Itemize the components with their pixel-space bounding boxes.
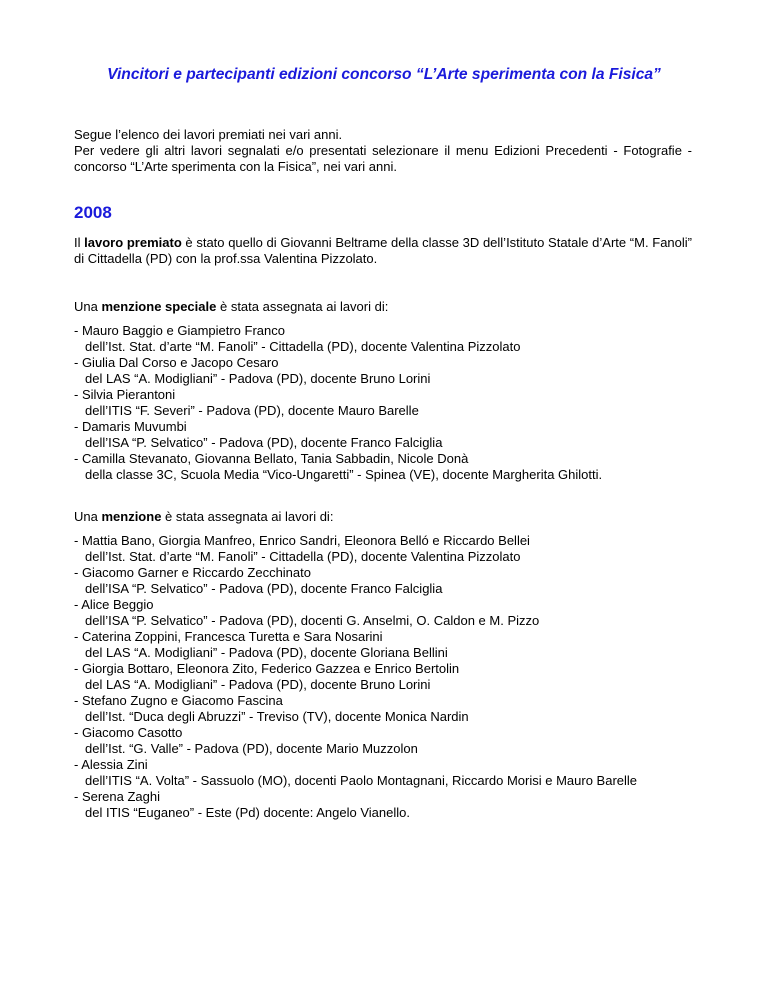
item-names: - Stefano Zugno e Giacomo Fascina (74, 693, 283, 708)
item-names: - Damaris Muvumbi (74, 419, 187, 434)
list-item (74, 693, 714, 725)
list-item (74, 629, 714, 661)
special-bold: menzione speciale (101, 299, 217, 314)
item-school: dell’ITIS “A. Volta” - Sassuolo (MO), docenti Paolo Montagnani, Riccardo Morisi e Mauro Barelle (85, 773, 638, 788)
list-item (74, 451, 714, 483)
item-names: - Giulia Dal Corso e Jacopo Cesaro (74, 355, 279, 370)
winner-bold: lavoro premiato (84, 235, 182, 250)
list-item (74, 419, 714, 451)
item-names: - Camilla Stevanato, Giovanna Bellato, Tania Sabbadin, Nicole Donà (74, 451, 469, 466)
intro-line-1: Segue l’elenco dei lavori premiati nei vari anni. (74, 127, 343, 142)
mention-prefix: Una (74, 509, 102, 524)
item-school: dell’ITIS “F. Severi” - Padova (PD), docente Mauro Barelle (85, 403, 419, 418)
list-item (74, 757, 714, 789)
list-item (74, 789, 714, 821)
item-names: - Giacomo Garner e Riccardo Zecchinato (74, 565, 311, 580)
item-names: - Silvia Pierantoni (74, 387, 176, 402)
mention-suffix: è stata assegnata ai lavori di: (161, 509, 334, 524)
intro-line-2: Per vedere gli altri lavori segnalati e/o presentati selezionare il menu Edizioni Precedenti - Fotografie - concorso “L’Arte sperimenta con la Fisica”, nei vari anni. (74, 143, 692, 174)
list-item (74, 355, 714, 387)
mention-heading (74, 509, 333, 525)
list-item (74, 597, 714, 629)
list-item (74, 533, 714, 565)
item-names: - Mattia Bano, Giorgia Manfreo, Enrico Sandri, Eleonora Belló e Riccardo Bellei (74, 533, 530, 548)
mention-list (74, 533, 714, 821)
item-names: - Mauro Baggio e Giampietro Franco (74, 323, 285, 338)
item-school: del ITIS “Euganeo” - Este (Pd) docente: Angelo Vianello. (85, 805, 410, 820)
item-names: - Alessia Zini (74, 757, 148, 772)
item-school: dell’ISA “P. Selvatico” - Padova (PD), docente Franco Falciglia (85, 581, 443, 596)
intro-paragraph (74, 127, 692, 175)
list-item (74, 661, 714, 693)
item-school: della classe 3C, Scuola Media “Vico-Ungaretti” - Spinea (VE), docente Margherita Ghilotti. (85, 467, 603, 482)
item-school: dell’ISA “P. Selvatico” - Padova (PD), docente Franco Falciglia (85, 435, 443, 450)
item-names: - Alice Beggio (74, 597, 154, 612)
item-school: dell’Ist. “Duca degli Abruzzi” - Treviso (TV), docente Monica Nardin (85, 709, 469, 724)
list-item (74, 323, 714, 355)
list-item (74, 387, 714, 419)
item-school: dell’Ist. Stat. d’arte “M. Fanoli” - Cittadella (PD), docente Valentina Pizzolato (85, 339, 521, 354)
item-school: del LAS “A. Modigliani” - Padova (PD), docente Gloriana Bellini (85, 645, 448, 660)
item-school: del LAS “A. Modigliani” - Padova (PD), docente Bruno Lorini (85, 371, 431, 386)
item-school: dell’Ist. Stat. d’arte “M. Fanoli” - Cittadella (PD), docente Valentina Pizzolato (85, 549, 521, 564)
special-mention-heading (74, 299, 388, 315)
item-school: dell’ISA “P. Selvatico” - Padova (PD), docenti G. Anselmi, O. Caldon e M. Pizzo (85, 613, 540, 628)
item-names: - Serena Zaghi (74, 789, 160, 804)
winner-paragraph (74, 235, 692, 267)
winner-text: è stato quello di Giovanni Beltrame della classe 3D dell’Istituto Statale d’Arte “M. Fanoli” di Cittadella (PD) con la prof.ssa Valentina Pizzolato. (74, 235, 692, 266)
item-names: - Caterina Zoppini, Francesca Turetta e Sara Nosarini (74, 629, 383, 644)
mention-bold: menzione (101, 509, 162, 524)
winner-prefix: Il (74, 235, 85, 250)
item-names: - Giorgia Bottaro, Eleonora Zito, Federico Gazzea e Enrico Bertolin (74, 661, 460, 676)
item-school: dell’Ist. “G. Valle” - Padova (PD), docente Mario Muzzolon (85, 741, 418, 756)
list-item (74, 565, 714, 597)
special-suffix: è stata assegnata ai lavori di: (216, 299, 389, 314)
special-mention-list (74, 323, 714, 483)
special-prefix: Una (74, 299, 102, 314)
item-names: - Giacomo Casotto (74, 725, 183, 740)
item-school: del LAS “A. Modigliani” - Padova (PD), docente Bruno Lorini (85, 677, 431, 692)
list-item (74, 725, 714, 757)
document-title: Vincitori e partecipanti edizioni concorso “L’Arte sperimenta con la Fisica” (107, 66, 661, 83)
year-heading: 2008 (74, 203, 112, 222)
